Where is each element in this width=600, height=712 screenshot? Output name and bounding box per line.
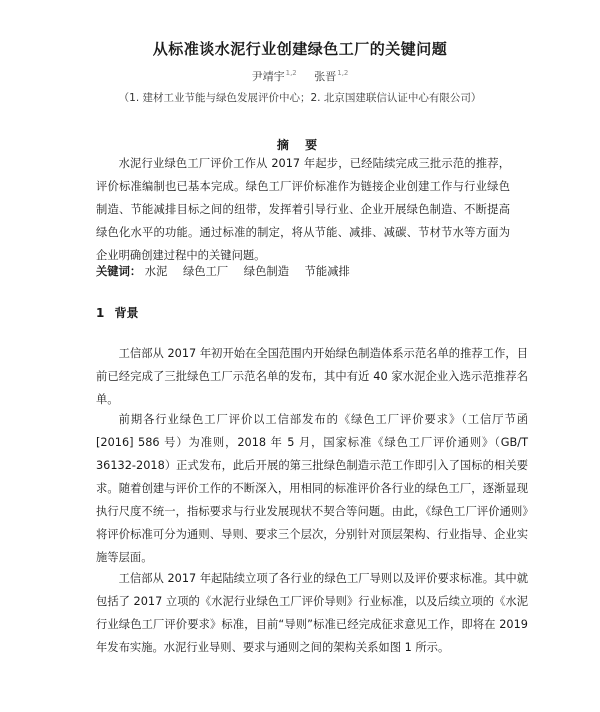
paper-title: 从标准谈水泥行业创建绿色工厂的关键问题: [152, 40, 448, 58]
keyword: 绿色制造: [243, 265, 289, 278]
keywords-label: 关键词：: [96, 265, 142, 278]
affiliations: （1. 建材工业节能与绿色发展评价中心；2. 北京国建联信认证中心有限公司）: [118, 92, 482, 104]
author-affiliation-mark: 1,2: [285, 69, 297, 78]
keyword: 节能减排: [304, 265, 350, 278]
keyword: 水泥: [144, 265, 168, 278]
author-name: 张晋: [314, 70, 337, 83]
keyword: 绿色工厂: [183, 265, 229, 278]
section-title: 背景: [114, 306, 139, 320]
author-name: 尹靖宇: [251, 70, 285, 83]
abstract-text: 水泥行业绿色工厂评价工作从 2017 年起步，已经陆续完成三批示范的推荐，评价标准编制也已基本完成。绿色工厂评价标准作为链接企业创建工作与行业绿色制造、节能减排目标之间的纽带，发挥着引导行业、企业开展绿色制造、不断提高绿色化水平的功能。通过标准的制定，将从节能、减排、减碳、节材节水等方面为企业明确创建过程中的关键问题。: [96, 157, 510, 262]
body-paragraph: 前期各行业绿色工厂评价以工信部发布的《绿色工厂评价要求》（工信厅节函[2016] 586 号）为准则，2018 年 5 月，国家标准《绿色工厂评价通则》（GB/T 36132-2018）正式发布，此后开展的第三批绿色制造示范工作即引入了国标的相关要求。随着创建与评价工作的不断深入，用相同的标准评价各行业的绿色工厂，逐渐显现执行尺度不统一，指标要求与行业发展现状不契合等问题。由此，《绿色工厂评价通则》将评价标准可分为通则、导则、要求三个层次，分别针对顶层架构、行业指导、企业实施等层面。: [96, 413, 528, 564]
author-line: [0, 68, 600, 84]
section-heading: [96, 304, 139, 321]
section-number: 1: [96, 306, 105, 320]
keywords-line: [96, 260, 526, 283]
body-paragraph: 工信部从 2017 年初开始在全国范围内开始绿色制造体系示范名单的推荐工作，目前已经完成了三批绿色工厂示范名单的发布，其中有近 40 家水泥企业入选示范推荐名单。: [96, 347, 528, 406]
abstract-heading: 摘 要: [276, 138, 324, 152]
author-affiliation-mark: 1,2: [337, 69, 349, 78]
body-paragraph: 工信部从 2017 年起陆续立项了各行业的绿色工厂导则以及评价要求标准。其中就包括了 2017 立项的《水泥行业绿色工厂评价导则》行业标准，以及后续立项的《水泥行业绿色工厂评价要求》标准，目前“导则”标准已经完成征求意见工作，即将在 2019 年发布实施。水泥行业导则、要求与通则之间的架构关系如图 1 所示。: [96, 572, 528, 654]
